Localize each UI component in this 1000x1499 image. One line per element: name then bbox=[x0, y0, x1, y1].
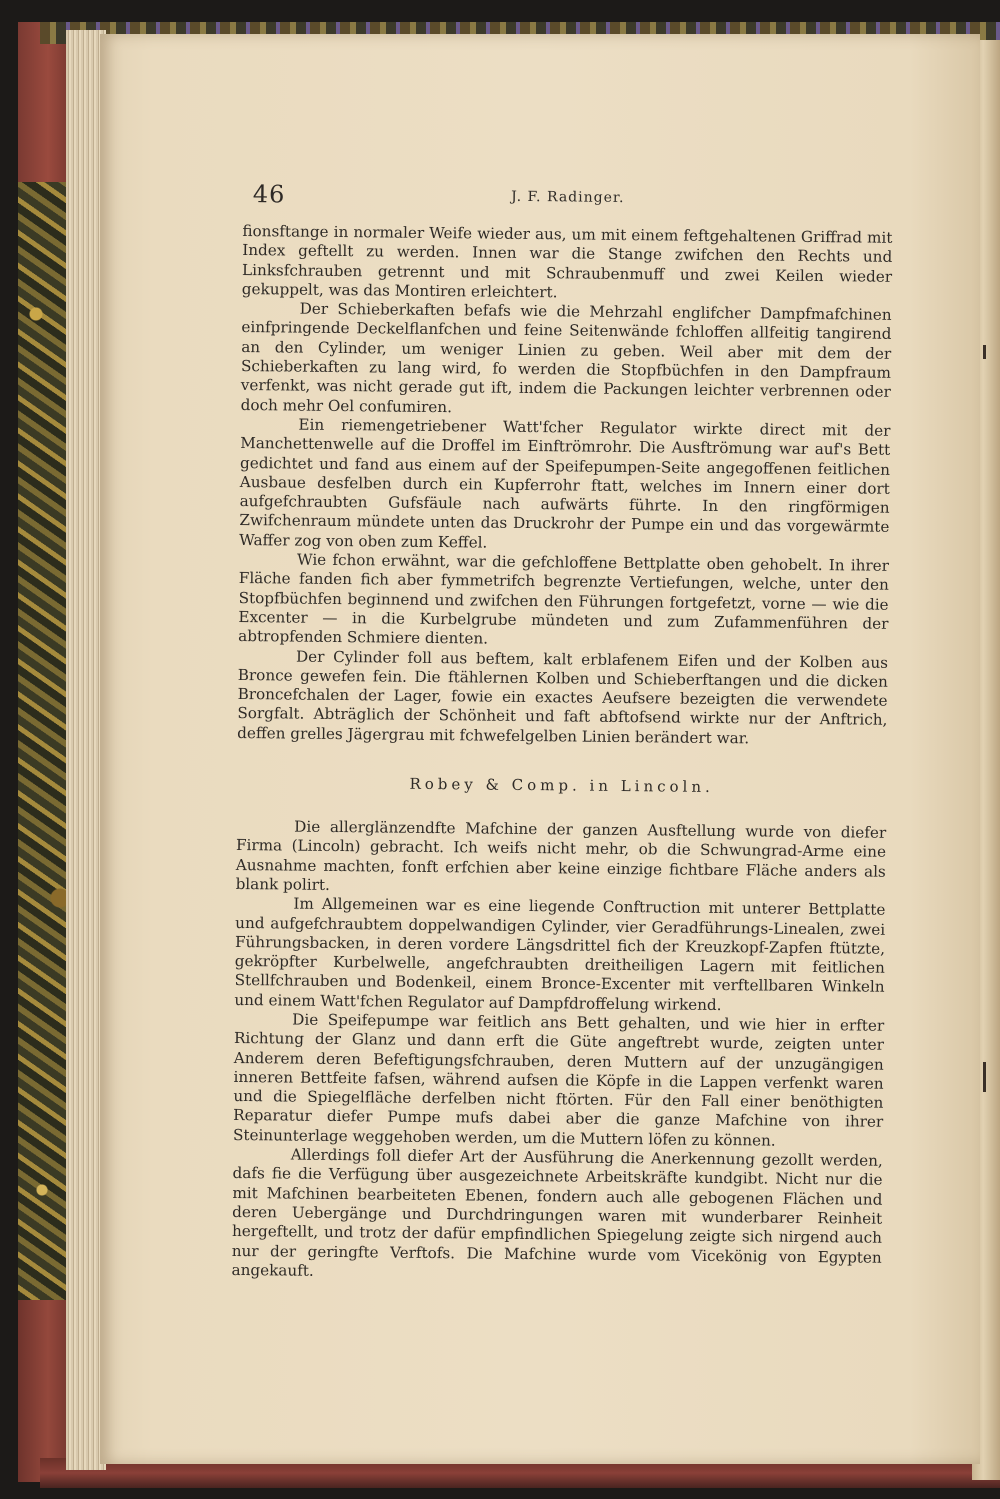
page-number: 46 bbox=[252, 180, 286, 209]
paragraph: Allerdings foll diefer Art der Ausführung die Anerkennung gezollt werden, dafs fie die Verfügung über ausgezeichnete Arbeitskräfte kundgibt. Nicht nur die mit Mafchinen bearbeiteten Ebenen, fondern auch alle gebogenen Flächen und deren Uebergänge und Durchdringungen waren mit wunderbarer Reinheit hergeftellt, und trotz der dafür empfindlichen Spiegelung zeigte sich nirgend auch nur der geringfte Verftofs. Die Mafchine wurde vom Vicekönig von Egypten angekauft. bbox=[231, 1145, 883, 1280]
margin-mark bbox=[983, 345, 986, 359]
section-heading: Robey & Comp. in Lincoln. bbox=[409, 774, 714, 796]
paragraph: Die allerglänzendfte Mafchine der ganzen Ausftellung wurde von diefer Firma (Lincoln) gebracht. Ich weifs nicht mehr, ob die Schwungrad-Arme eine Ausnahme machten, fonft erfchien aber keine einzige fichtbare Fläche anders als blank polirt. bbox=[235, 817, 887, 894]
paragraph: Ein riemengetriebener Watt'fcher Regulator wirkte direct mit der Manchettenwelle auf die Droffel im Einftrömrohr. Die Ausftrömung war auf's Bett gedichtet und fand aus einem auf der Speifepumpen-Seite angegoffenen feitlichen Ausbaue desfelben durch ein Kupferrohr ftatt, welches im Innern einer dort aufgefchraubten Gufsfäule nach aufwärts führte. In den ringförmigen Zwifchenraum mündete unten das Druckrohr der Pumpe ein und das vorgewärmte Waffer zog von oben zum Keffel. bbox=[239, 415, 891, 552]
paragraph: Der Cylinder foll aus beftem, kalt erblafenem Eifen und der Kolben aus Bronce gewefen fein. Die ftählernen Kolben und Schieberftangen und die dicken Broncefchalen der Lager, fowie ein exactes Aeufsere bezeigten die verwendete Sorgfalt. Abträglich der Schönheit und faft abftofsend wirkte nur der Anftrich, deffen grelles Jägergrau mit fchwefelgelben Linien berändert war. bbox=[237, 647, 889, 748]
paragraph: Die Speifepumpe war feitlich ans Bett gehalten, und wie hier in erfter Richtung der Glanz und dann erft die Güte angeftrebt wurde, zeigten unter Anderem deren Befeftigungsfchrauben, deren Muttern auf der unzugängigen inneren Bettfeite fafsen, während aufsen die Köpfe in die Lappen verfenkt waren und die Spiegelfläche derfelben nicht ftörten. Für den Fall einer benöthigten Reparatur diefer Pumpe mufs dabei aber die ganze Mafchine von ihrer Steinunterlage weggehoben werden, um die Muttern löfen zu können. bbox=[232, 1010, 885, 1150]
running-head: J. F. Radinger. bbox=[511, 188, 625, 206]
section-machine-details bbox=[237, 222, 892, 750]
paragraph: fionsftange in normaler Weife wieder aus, um mit einem feftgehaltenen Griffrad mit Index geftellt zu werden. Innen war die Stange zwifchen den Rechts und Linksfchrauben getrennt und mit Schraubenmuff und zwei Keilen wieder gekuppelt, was das Montiren erleichtert. bbox=[241, 221, 893, 302]
page-header bbox=[243, 180, 893, 221]
paragraph: Der Schieberkaften befafs wie die Mehrzahl englifcher Dampfmafchinen einfpringende Deckelflanfchen und feine Seitenwände fchloffen allfeitig tangirend an den Cylinder, um weniger Linien zu geben. Weil aber mit dem der Schieberkaften zu lang wird, fo werden die Stopfbüchfen in den Dampfraum verfenkt, was nicht gerade gut ift, indem die Packungen leichter verbrennen oder doch mehr Oel confumiren. bbox=[240, 299, 892, 416]
paragraph: Wie fchon erwähnt, war die gefchloffene Bettplatte oben gehobelt. In ihrer Fläche fanden fich aber fymmetrifch begrenzte Vertiefungen, welche, unter den Stopfbüchfen beginnend und zwifchen den Führungen fortgefetzt, vorne — wie die Excenter — in die Kurbelgrube mündeten und zum Zufammenführen der abtropfenden Schmiere dienten. bbox=[238, 550, 890, 648]
paragraph: Im Allgemeinen war es eine liegende Conftruction mit unterer Bettplatte und aufgefchraubtem doppelwandigen Cylinder, vier Geradführungs-Linealen, zwei Führungsbacken, in deren vordere Längsdrittel fich der Kreuzkopf-Zapfen ftützte, gekröpfter Kurbelwelle, angefchraubten dreitheiligen Lagern mit feitlichen Stellfchrauben und Bodenkeil, einem Bronce-Excenter mit verftellbaren Winkeln und einem Watt'fchen Regulator auf Dampfdroffelung wirkend. bbox=[234, 894, 886, 1014]
margin-mark bbox=[983, 1062, 986, 1092]
section-robey bbox=[231, 817, 886, 1287]
page-content bbox=[231, 180, 892, 1287]
